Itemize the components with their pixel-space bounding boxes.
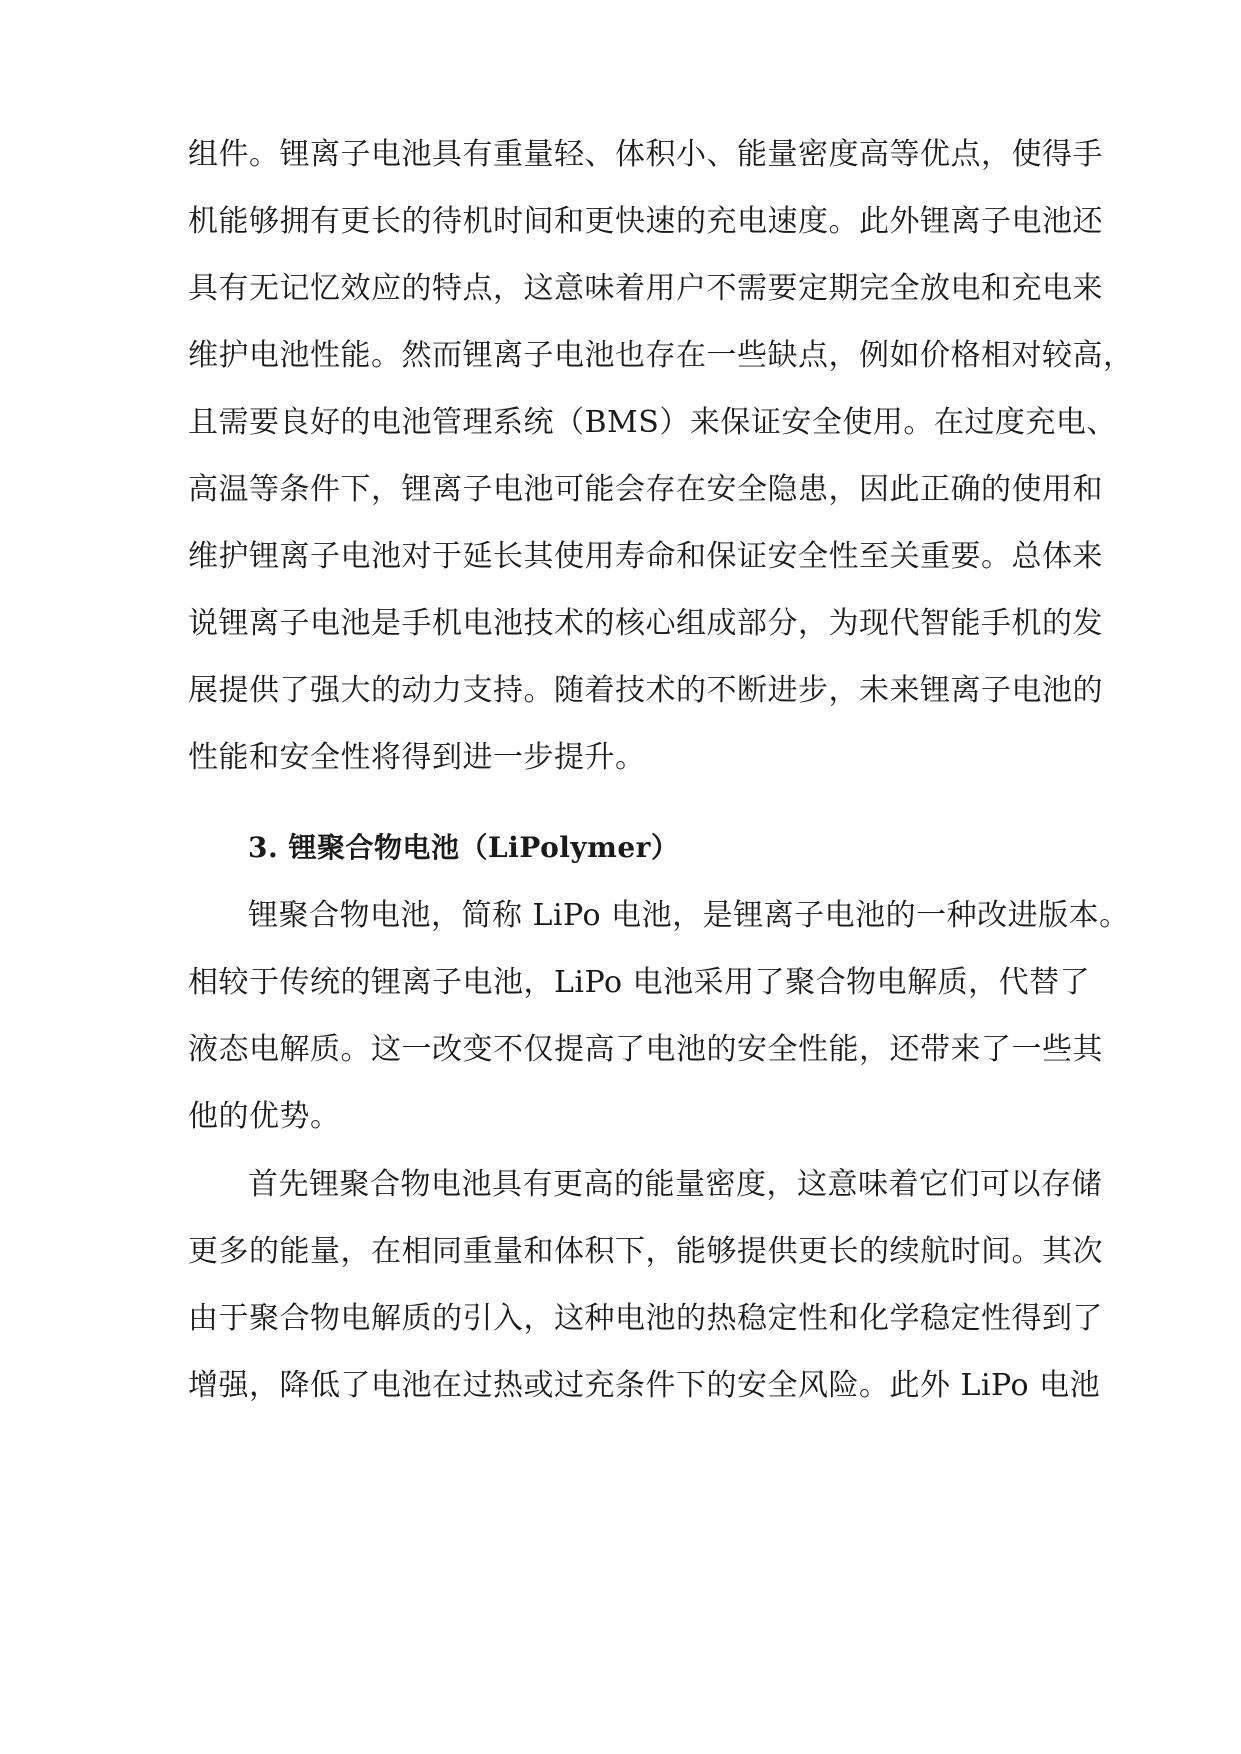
text-line: 具有无记忆效应的特点，这意味着用户不需要定期完全放电和充电来	[188, 271, 1103, 306]
text-line: 更多的能量，在相同重量和体积下，能够提供更长的续航时间。其次	[188, 1234, 1103, 1269]
text-line: 由于聚合物电解质的引入，这种电池的热稳定性和化学稳定性得到了	[188, 1301, 1103, 1336]
text-line: 锂聚合物电池，简称 LiPo 电池，是锂离子电池的一种改进版本。	[248, 898, 1130, 933]
text-line: 维护锂离子电池对于延长其使用寿命和保证安全性至关重要。总体来	[188, 539, 1103, 574]
text-line: 性能和安全性将得到进一步提升。	[188, 740, 646, 775]
text-line: 机能够拥有更长的待机时间和更快速的充电速度。此外锂离子电池还	[188, 204, 1103, 239]
text-line: 且需要良好的电池管理系统（BMS）来保证安全使用。在过度充电、	[188, 405, 1117, 440]
text-line: 维护电池性能。然而锂离子电池也存在一些缺点，例如价格相对较高，	[188, 338, 1134, 373]
section-heading: 3. 锂聚合物电池（LiPolymer）	[248, 831, 680, 864]
text-line: 说锂离子电池是手机电池技术的核心组成部分，为现代智能手机的发	[188, 606, 1103, 641]
text-line: 展提供了强大的动力支持。随着技术的不断进步，未来锂离子电池的	[188, 673, 1103, 708]
text-line: 增强，降低了电池在过热或过充条件下的安全风险。此外 LiPo 电池	[188, 1368, 1101, 1403]
text-line: 组件。锂离子电池具有重量轻、体积小、能量密度高等优点，使得手	[188, 137, 1103, 172]
text-line: 他的优势。	[188, 1099, 341, 1134]
text-line: 相较于传统的锂离子电池，LiPo 电池采用了聚合物电解质，代替了	[188, 965, 1091, 1000]
text-line: 首先锂聚合物电池具有更高的能量密度，这意味着它们可以存储	[248, 1167, 1102, 1202]
text-line: 液态电解质。这一改变不仅提高了电池的安全性能，还带来了一些其	[188, 1032, 1103, 1067]
text-line: 高温等条件下，锂离子电池可能会存在安全隐患，因此正确的使用和	[188, 472, 1103, 507]
